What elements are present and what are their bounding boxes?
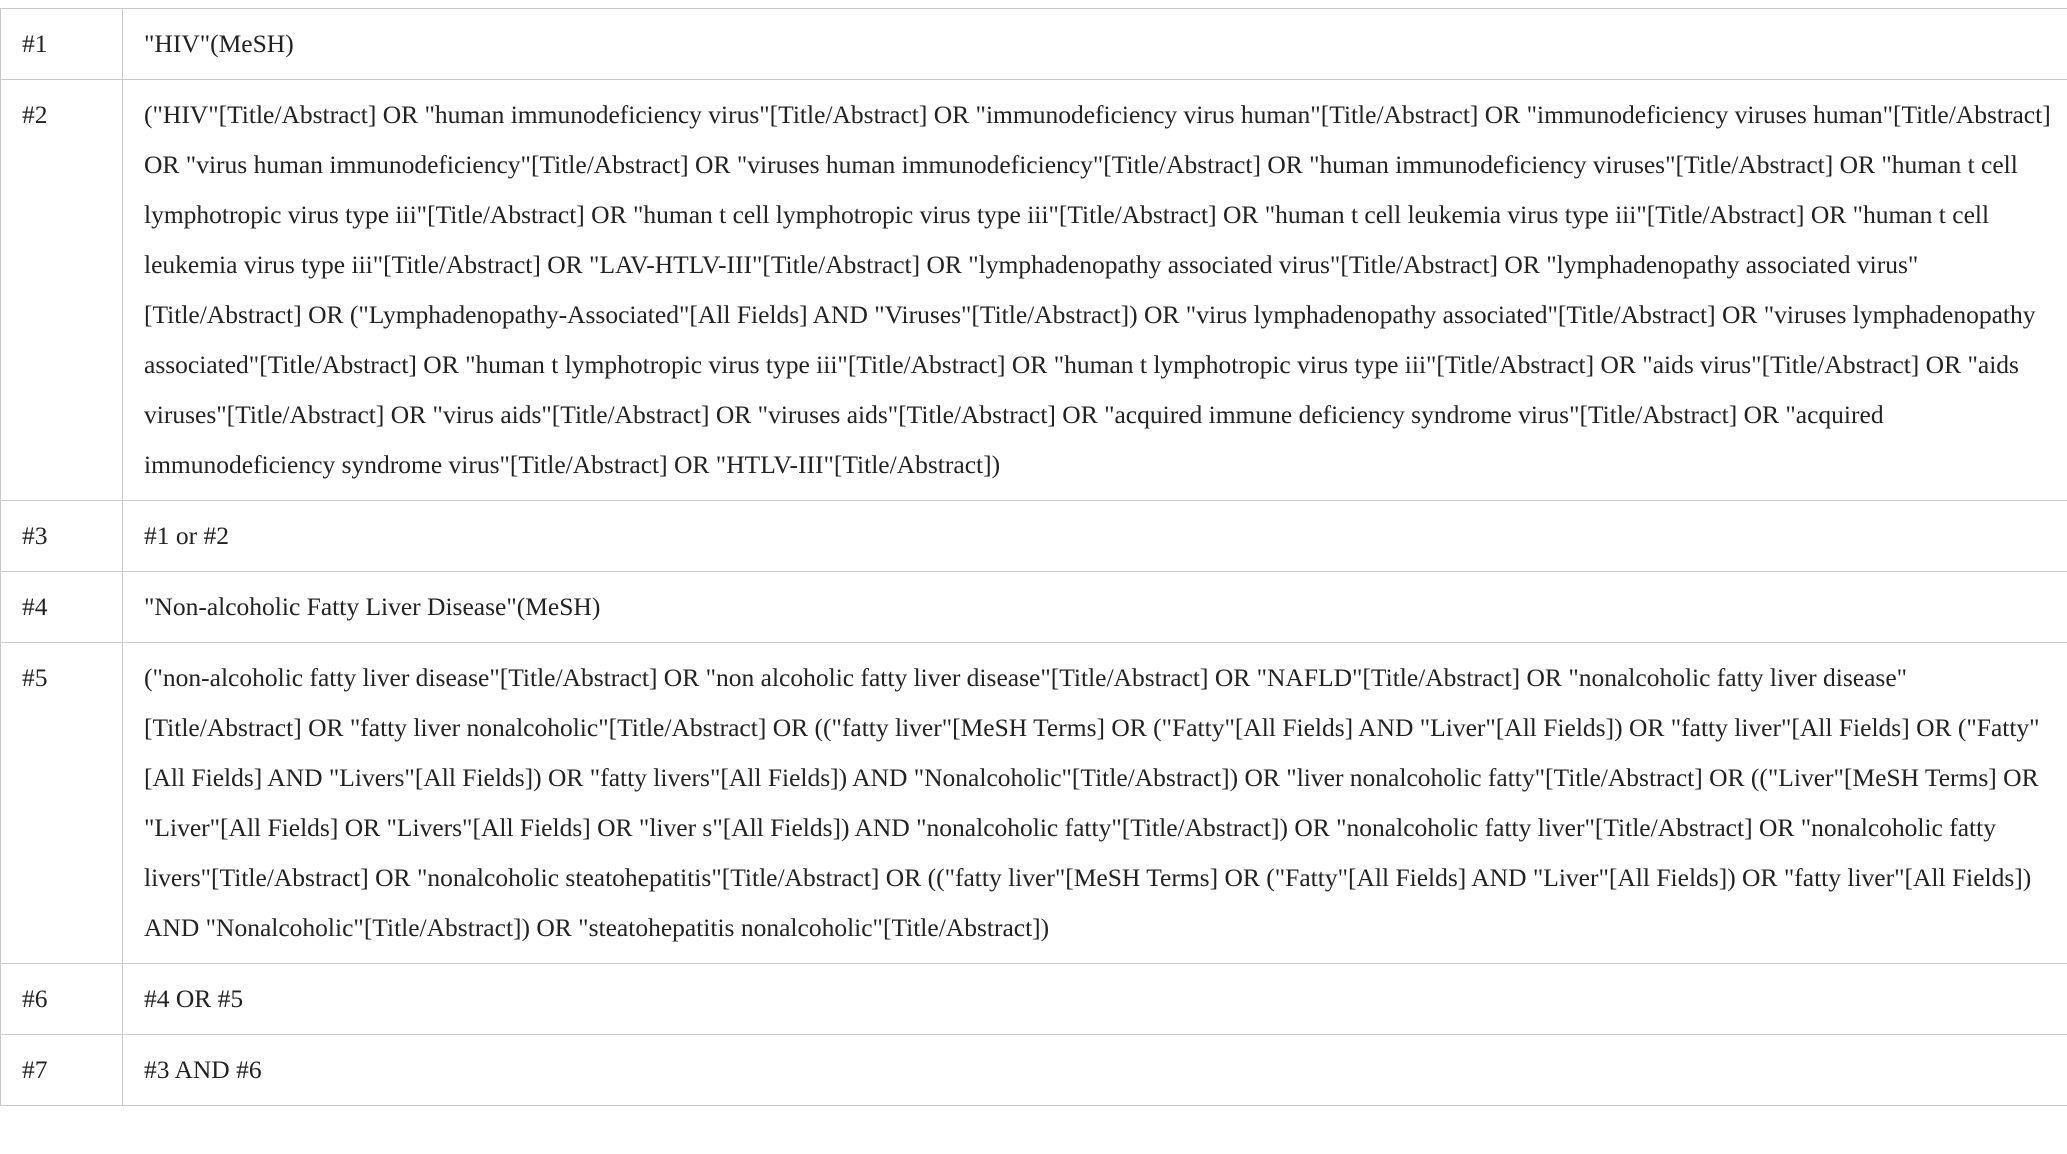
search-strategy-table xyxy=(0,8,2067,1106)
table-row xyxy=(1,572,2067,643)
search-query: ("non-alcoholic fatty liver disease"[Title/Abstract] OR "non alcoholic fatty liver disease"[Title/Abstract] OR "NAFLD"[Title/Abstract] OR "nonalcoholic fatty liver disease"[Title/Abstract] OR "fatty liver nonalcoholic"[Title/Abstract] OR (("fatty liver"[MeSH Terms] OR ("Fatty"[All Fields] AND "Liver"[All Fields]) OR "fatty liver"[All Fields] OR ("Fatty"[All Fields] AND "Livers"[All Fields]) OR "fatty livers"[All Fields]) AND "Nonalcoholic"[Title/Abstract]) OR "liver nonalcoholic fatty"[Title/Abstract] OR (("Liver"[MeSH Terms] OR "Liver"[All Fields] OR "Livers"[All Fields] OR "liver s"[All Fields]) AND "nonalcoholic fatty"[Title/Abstract]) OR "nonalcoholic fatty liver"[Title/Abstract] OR "nonalcoholic fatty livers"[Title/Abstract] OR "nonalcoholic steatohepatitis"[Title/Abstract] OR (("fatty liver"[MeSH Terms] OR ("Fatty"[All Fields] AND "Liver"[All Fields]) OR "fatty liver"[All Fields]) AND "Nonalcoholic"[Title/Abstract]) OR "steatohepatitis nonalcoholic"[Title/Abstract]) xyxy=(123,643,2067,964)
search-number: #2 xyxy=(1,80,123,501)
search-query: #3 AND #6 xyxy=(123,1035,2067,1106)
search-number: #4 xyxy=(1,572,123,643)
search-query: "HIV"(MeSH) xyxy=(123,9,2067,80)
search-number: #5 xyxy=(1,643,123,964)
search-query: "Non-alcoholic Fatty Liver Disease"(MeSH) xyxy=(123,572,2067,643)
table-row xyxy=(1,501,2067,572)
table-row xyxy=(1,9,2067,80)
table-row xyxy=(1,643,2067,964)
search-number: #7 xyxy=(1,1035,123,1106)
search-number: #1 xyxy=(1,9,123,80)
search-query: #4 OR #5 xyxy=(123,964,2067,1035)
table-row xyxy=(1,964,2067,1035)
table-row xyxy=(1,1035,2067,1106)
search-query: ("HIV"[Title/Abstract] OR "human immunodeficiency virus"[Title/Abstract] OR "immunodeficiency virus human"[Title/Abstract] OR "immunodeficiency viruses human"[Title/Abstract] OR "virus human immunodeficiency"[Title/Abstract] OR "viruses human immunodeficiency"[Title/Abstract] OR "human immunodeficiency viruses"[Title/Abstract] OR "human t cell lymphotropic virus type iii"[Title/Abstract] OR "human t cell lymphotropic virus type iii"[Title/Abstract] OR "human t cell leukemia virus type iii"[Title/Abstract] OR "human t cell leukemia virus type iii"[Title/Abstract] OR "LAV-HTLV-III"[Title/Abstract] OR "lymphadenopathy associated virus"[Title/Abstract] OR "lymphadenopathy associated virus"[Title/Abstract] OR ("Lymphadenopathy-Associated"[All Fields] AND "Viruses"[Title/Abstract]) OR "virus lymphadenopathy associated"[Title/Abstract] OR "viruses lymphadenopathy associated"[Title/Abstract] OR "human t lymphotropic virus type iii"[Title/Abstract] OR "human t lymphotropic virus type iii"[Title/Abstract] OR "aids virus"[Title/Abstract] OR "aids viruses"[Title/Abstract] OR "virus aids"[Title/Abstract] OR "viruses aids"[Title/Abstract] OR "acquired immune deficiency syndrome virus"[Title/Abstract] OR "acquired immunodeficiency syndrome virus"[Title/Abstract] OR "HTLV-III"[Title/Abstract]) xyxy=(123,80,2067,501)
search-number: #6 xyxy=(1,964,123,1035)
search-query: #1 or #2 xyxy=(123,501,2067,572)
table-row xyxy=(1,80,2067,501)
search-number: #3 xyxy=(1,501,123,572)
